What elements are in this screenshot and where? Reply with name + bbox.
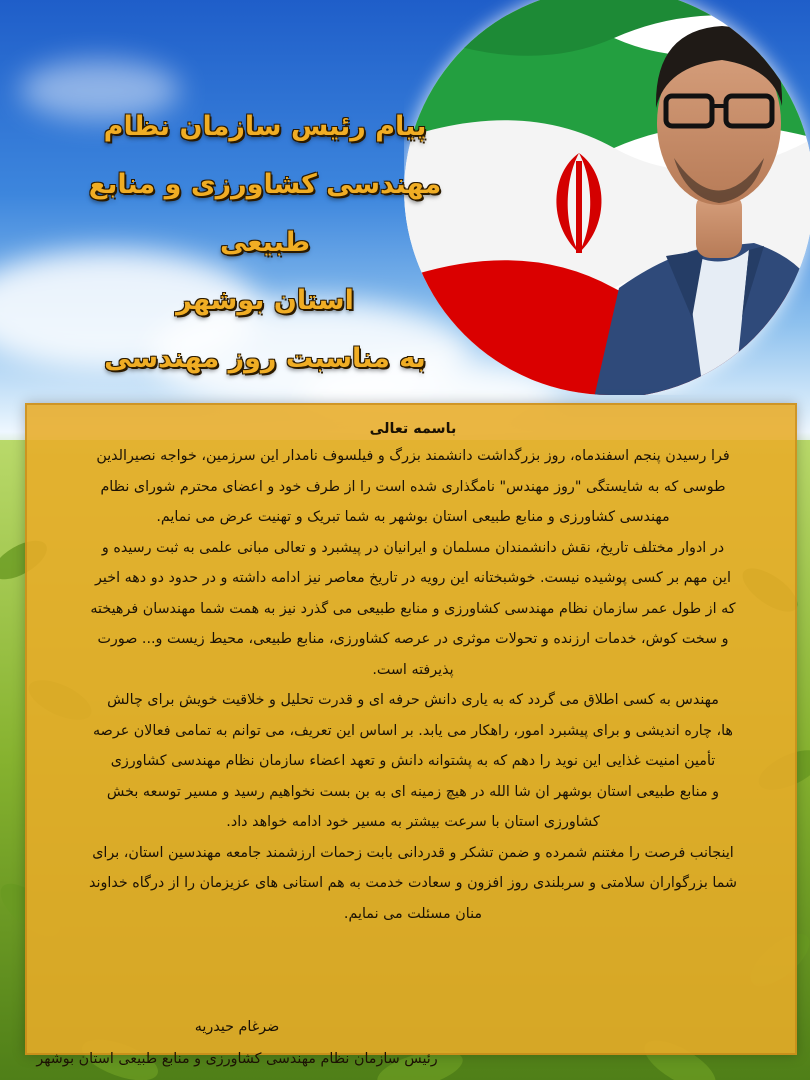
signature-name: ضرغام حیدریه [194, 1019, 280, 1035]
message-line: مهندسی کشاورزی و منابع طبیعی استان بوشهر به شما تبریک و تهنیت عرض می نمایم. [156, 509, 670, 525]
message-line: مهندس به کسی اطلاق می گردد که به یاری دانش حرفه ای و قدرت تحلیل و خلاقیت خویش برای چالش [107, 692, 719, 708]
title-line: مهندسی کشاورزی و منابع طبیعی [88, 169, 442, 258]
poster-title [70, 98, 460, 388]
portrait-frame [404, 0, 810, 395]
message-body [35, 417, 791, 929]
iran-flag-and-portrait-image [404, 0, 810, 395]
message-line: و منابع طبیعی استان بوشهر ان شا الله در هیچ زمینه ای به بن بست نخواهیم رسید و مسیر توسعه بخش [106, 783, 720, 800]
message-line: این مهم بر کسی پوشیده نیست. خوشبختانه این رویه در تاریخ معاصر نیز ادامه داشته و در حدود دو دهه اخیر [95, 570, 731, 586]
signature-title: رئیس سازمان نظام مهندسی کشاورزی و منابع طبیعی استان بوشهر [36, 1051, 438, 1067]
title-line: استان بوشهر [176, 285, 354, 316]
title-line: به مناسبت روز مهندسی [104, 343, 426, 374]
message-line: اینجانب فرصت را مغتنم شمرده و ضمن تشکر و قدردانی بابت زحمات ارزشمند جامعه مهندسین استان، برای [92, 844, 734, 861]
title-line: پیام رئیس سازمان نظام [103, 111, 427, 142]
signature-block [27, 1011, 447, 1075]
message-line: پذیرفته است. [372, 661, 454, 678]
message-panel [25, 403, 797, 1067]
message-line: طوسی که به شایستگی "روز مهندس" نامگذاری شده است را از طرف خود و اعضای محترم شورای نظام [100, 478, 726, 495]
message-line: تأمین امنیت غذایی این نوید را دهم که به پشتوانه دانش و تعهد اعضاء سازمان نظام مهندسی کشاورزی [110, 753, 716, 769]
message-line: در ادوار مختلف تاریخ، نقش دانشمندان مسلمان و ایرانیان در پیشبرد و تعالی مبانی علمی به ثبت رسیده و [101, 539, 725, 556]
message-line: که از طول عمر سازمان نظام مهندسی کشاورزی و منابع طبیعی می گذرد نیز به همت شما مهندسان فرهیخته [90, 600, 736, 617]
message-greeting: باسمه تعالی [369, 421, 457, 437]
message-line: و سخت کوش، خدمات ارزنده و تحولات موثری در عرصه کشاورزی، منابع طبیعی، محیط زیست و... صورت [97, 631, 729, 647]
message-line: فرا رسیدن پنجم اسفندماه، روز بزرگداشت دانشمند بزرگ و فیلسوف نامدار این سرزمین، خواجه نصیرالدین [96, 448, 730, 464]
message-line: کشاورزی استان با سرعت بیشتر به مسیر خود ادامه خواهد داد. [226, 814, 600, 830]
message-line: شما بزرگواران سلامتی و سربلندی روز افزون و سعادت خدمت به هم استانی های عزیزمان را از درگاه خداوند [89, 875, 737, 891]
portrait-photo [404, 0, 810, 395]
message-line: منان مسئلت می نمایم. [343, 905, 483, 922]
message-line: ها، چاره اندیشی و برای پیشبرد امور، راهکار می یابد. بر اساس این تعریف، می توانم به تمامی فعالان عرصه [93, 722, 733, 739]
